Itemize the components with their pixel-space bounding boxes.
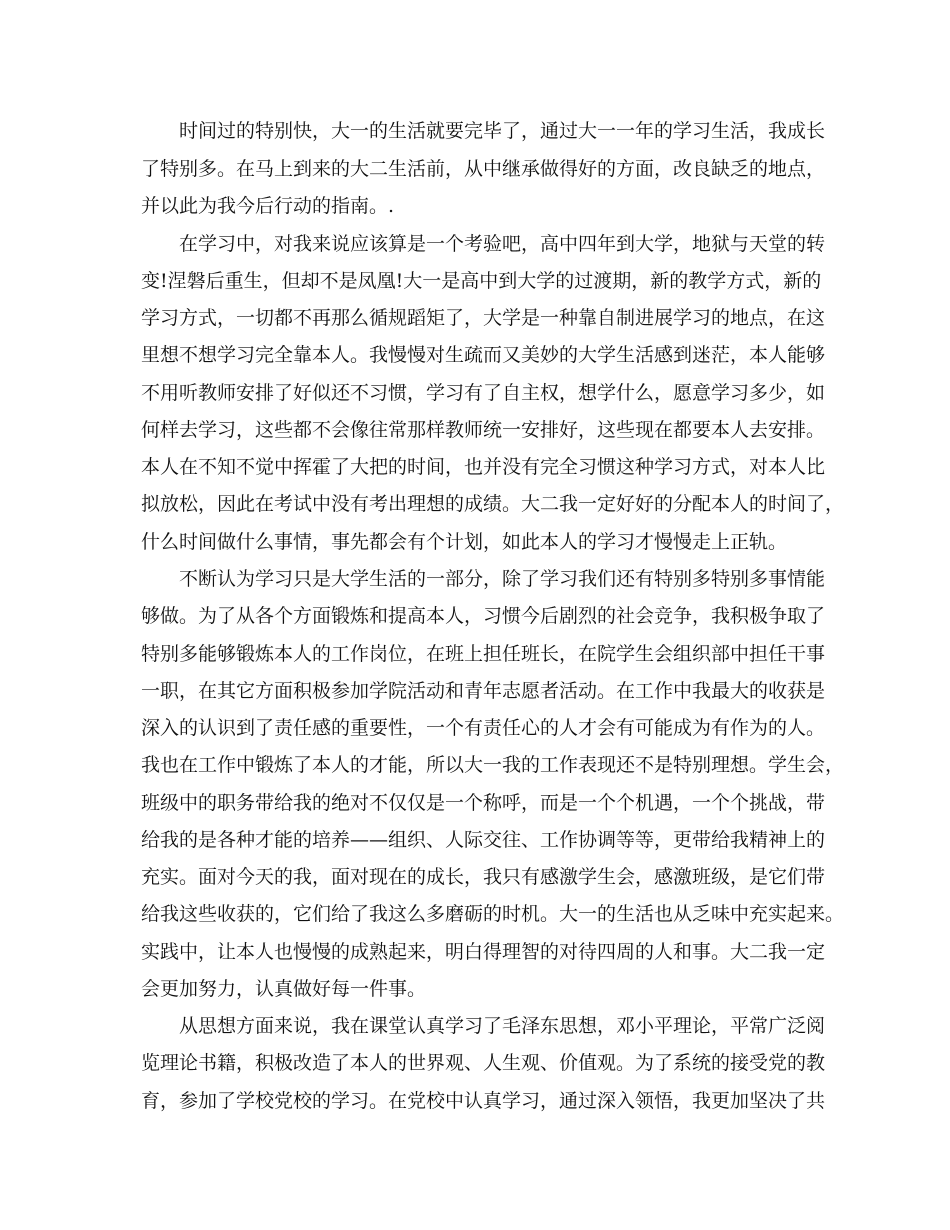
- paragraph-2-line-9: 什么时间做什么事情，事先都会有个计划，如此本人的学习才慢慢走上正轨。: [141, 531, 788, 553]
- paragraph-3-line-8: 给我的是各种才能的培养——组织、人际交往、工作协调等等，更带给我精神上的: [141, 829, 826, 851]
- paragraph-3-line-2: 够做。为了从各个方面锻炼和提高本人，习惯今后剧烈的社会竞争，我积极争取了: [141, 605, 826, 627]
- paragraph-2-line-3: 学习方式，一切都不再那么循规蹈矩了，大学是一种靠自制进展学习的地点，在这: [141, 307, 826, 329]
- paragraph-4-line-2: 览理论书籍，积极改造了本人的世界观、人生观、价值观。为了系统的接受党的教: [141, 1052, 826, 1074]
- paragraph-2-line-6: 何样去学习，这些都不会像往常那样教师统一安排好，这些现在都要本人去安排。: [141, 419, 826, 441]
- paragraph-2-line-7: 本人在不知不觉中挥霍了大把的时间，也并没有完全习惯这种学习方式，对本人比: [141, 456, 826, 478]
- paragraph-3-line-4: 一职，在其它方面积极参加学院活动和青年志愿者活动。在工作中我最大的收获是: [141, 680, 826, 702]
- paragraph-3-line-7: 班级中的职务带给我的绝对不仅仅是一个称呼，而是一个个机遇，一个个挑战，带: [141, 792, 826, 814]
- paragraph-3-line-9: 充实。面对今天的我，面对现在的成长，我只有感激学生会，感激班级，是它们带: [141, 866, 826, 888]
- paragraph-3-line-3: 特别多能够锻炼本人的工作岗位，在班上担任班长，在院学生会组织部中担任干事: [141, 643, 826, 665]
- paragraph-3-line-6: 我也在工作中锻炼了本人的才能，所以大一我的工作表现还不是特别理想。学生会，: [141, 754, 845, 776]
- paragraph-4-line-1: 从思想方面来说，我在课堂认真学习了毛泽东思想，邓小平理论，平常广泛阅: [179, 1015, 826, 1037]
- paragraph-1-line-2: 了特别多。在马上到来的大二生活前，从中继承做得好的方面，改良缺乏的地点，: [141, 158, 826, 180]
- paragraph-1-line-3: 并以此为我今后行动的指南。.: [141, 195, 395, 217]
- paragraph-1-line-1: 时间过的特别快，大一的生活就要完毕了，通过大一一年的学习生活，我成长: [179, 120, 826, 142]
- paragraph-2-line-5: 不用听教师安排了好似还不习惯，学习有了自主权，想学什么，愿意学习多少，如: [141, 382, 826, 404]
- paragraph-2-line-8: 拟放松，因此在考试中没有考出理想的成绩。大二我一定好好的分配本人的时间了，: [141, 493, 845, 515]
- paragraph-3-line-10: 给我这些收获的，它们给了我这么多磨砺的时机。大一的生活也从乏味中充实起来。: [141, 903, 845, 925]
- paragraph-3-line-5: 深入的认识到了责任感的重要性，一个有责任心的人才会有可能成为有作为的人。: [141, 717, 826, 739]
- paragraph-2-line-4: 里想不想学习完全靠本人。我慢慢对生疏而又美妙的大学生活感到迷茫，本人能够: [141, 344, 826, 366]
- paragraph-3-line-12: 会更加努力，认真做好每一件事。: [141, 978, 427, 1000]
- paragraph-4-line-3: 育，参加了学校党校的学习。在党校中认真学习，通过深入领悟，我更加坚决了共: [141, 1090, 826, 1112]
- paragraph-2-line-2: 变!涅磐后重生，但却不是凤凰!大一是高中到大学的过渡期，新的教学方式，新的: [141, 270, 822, 292]
- paragraph-3-line-1: 不断认为学习只是大学生活的一部分，除了学习我们还有特别多特别多事情能: [179, 568, 826, 590]
- paragraph-3-line-11: 实践中，让本人也慢慢的成熟起来，明白得理智的对待四周的人和事。大二我一定: [141, 941, 826, 963]
- paragraph-2-line-1: 在学习中，对我来说应该算是一个考验吧，高中四年到大学，地狱与天堂的转: [179, 233, 826, 255]
